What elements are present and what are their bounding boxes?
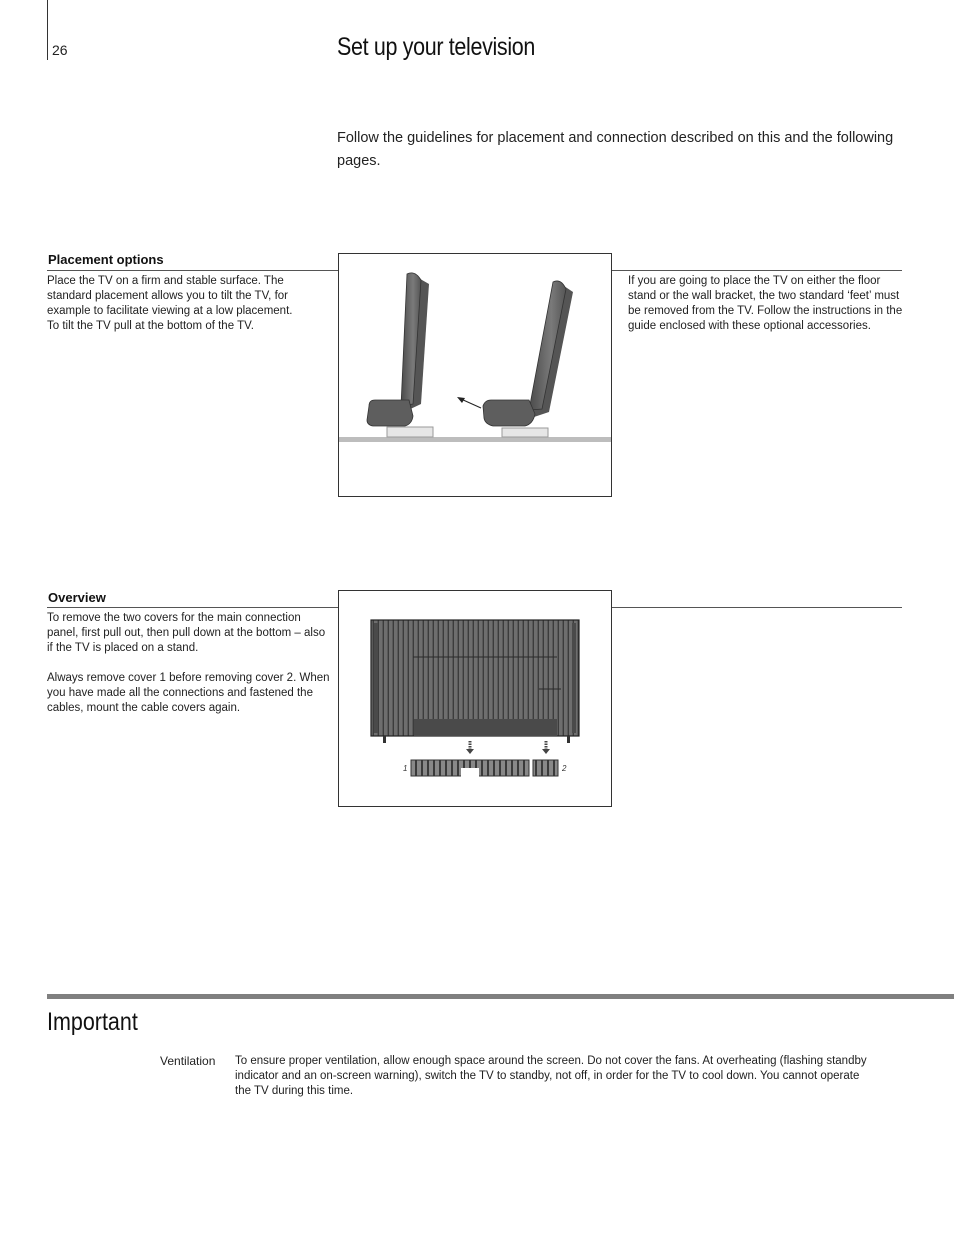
- cover-1-label: 1: [403, 764, 408, 773]
- overview-illustration: [338, 590, 612, 807]
- tilted-tv-illustration: [339, 254, 611, 496]
- tv-foot-right: [567, 736, 570, 743]
- tv-rear-edge-right: [572, 623, 576, 733]
- important-divider: [47, 994, 954, 999]
- placement-right-text: If you are going to place the TV on either the floor stand or the wall bracket, the two standard ‘feet’ must be removed from the TV. Follow the instructions in the guide enclosed with these optional accessories.: [628, 275, 903, 332]
- arrow-down-left: [466, 741, 474, 754]
- page-number: 26: [52, 42, 68, 58]
- placement-rule-right: [611, 270, 902, 271]
- tv-foot-right: [502, 428, 548, 437]
- tv-rear-panel: [371, 620, 579, 736]
- tv-foot-left: [383, 736, 386, 743]
- floor-surface: [339, 437, 611, 442]
- overview-rule-left: [47, 607, 338, 608]
- ventilation-text: To ensure proper ventilation, allow enough space around the screen. Do not cover the fans. At overheating (flashing standby indicator and an on-screen warning), switch the TV to standby, not off, in order for the TV to cool down. You cannot operate the TV during this time.: [235, 1055, 867, 1097]
- cover-2-label: 2: [562, 764, 567, 773]
- page-title: Set up your television: [337, 33, 536, 61]
- tv-foot-left: [387, 427, 433, 437]
- tv-base-left: [367, 400, 413, 426]
- pull-arrow-line: [461, 399, 481, 408]
- overview-paragraph-2: Always remove cover 1 before removing cover 2. When you have made all the connections and fastened the cables, mount the cable covers again.: [47, 672, 330, 714]
- important-heading: Important: [47, 1008, 138, 1036]
- tv-base-right: [483, 400, 535, 426]
- placement-illustration: [338, 253, 612, 497]
- tv-rear-edge-left: [374, 623, 378, 733]
- pull-arrow-head: [457, 397, 465, 403]
- placement-left-text: Place the TV on a firm and stable surface. The standard placement allows you to tilt the TV, for example to facilitate viewing at a low placement. To tilt the TV pull at the bottom of the TV.: [47, 275, 293, 332]
- cover-2: [533, 760, 558, 776]
- intro-paragraph: Follow the guidelines for placement and connection described on this and the following pages.: [337, 130, 894, 169]
- ventilation-label: Ventilation: [160, 1054, 216, 1068]
- overview-heading: Overview: [48, 590, 106, 605]
- tv-rear-illustration: [339, 591, 611, 806]
- overview-rule-right: [611, 607, 902, 608]
- page-edge-line: [47, 0, 48, 60]
- placement-rule-left: [47, 270, 338, 271]
- overview-paragraph-1: To remove the two covers for the main connection panel, first pull out, then pull down at the bottom – also if the TV is placed on a stand.: [47, 612, 326, 654]
- placement-heading: Placement options: [48, 252, 164, 267]
- cover-1-cutout: [461, 768, 479, 777]
- arrow-down-right: [542, 741, 550, 754]
- connection-panel-recess: [414, 719, 557, 736]
